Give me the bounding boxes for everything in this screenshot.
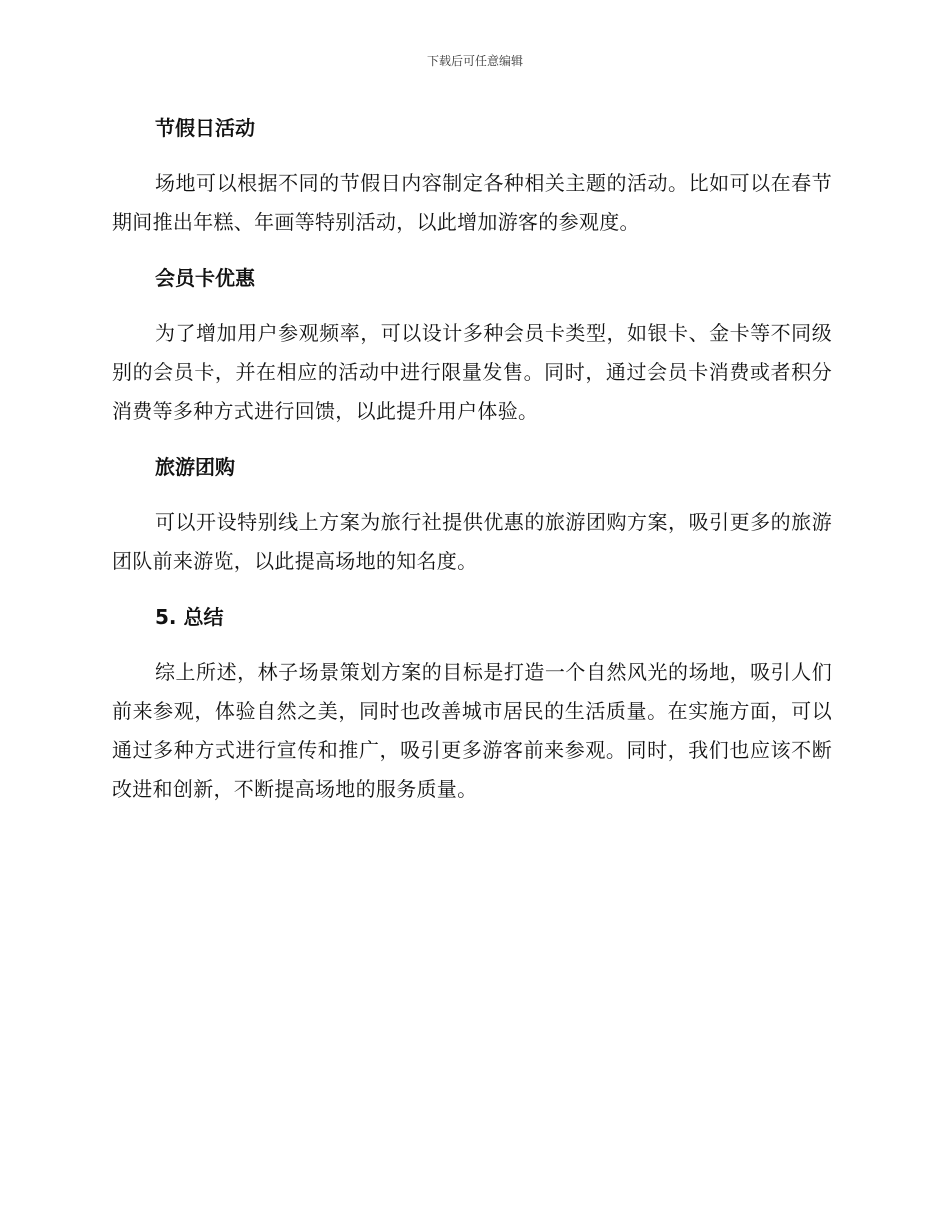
document-content: [112, 110, 832, 827]
section-membership-card: [112, 260, 832, 431]
section-heading: 5. 总结: [155, 605, 224, 629]
section-holiday-activities: [112, 110, 832, 242]
section-heading: 会员卡优惠: [155, 266, 255, 290]
section-group-tour: [112, 449, 832, 581]
section-heading: 旅游团购: [155, 455, 235, 479]
section-paragraph: 场地可以根据不同的节假日内容制定各种相关主题的活动。比如可以在春节期间推出年糕、年画等特别活动，以此增加游客的参观度。: [112, 171, 832, 234]
section-summary: [112, 599, 832, 809]
section-paragraph: 综上所述，林子场景策划方案的目标是打造一个自然风光的场地，吸引人们前来参观，体验自然之美，同时也改善城市居民的生活质量。在实施方面，可以通过多种方式进行宣传和推广，吸引更多游客前来参观。同时，我们也应该不断改进和创新，不断提高场地的服务质量。: [112, 660, 832, 801]
section-paragraph: 可以开设特别线上方案为旅行社提供优惠的旅游团购方案，吸引更多的旅游团队前来游览，以此提高场地的知名度。: [112, 510, 832, 573]
section-heading: 节假日活动: [155, 116, 255, 140]
header-note: 下载后可任意编辑: [426, 54, 523, 68]
section-paragraph: 为了增加用户参观频率，可以设计多种会员卡类型，如银卡、金卡等不同级别的会员卡，并在相应的活动中进行限量发售。同时，通过会员卡消费或者积分消费等多种方式进行回馈，以此提升用户体验。: [112, 321, 832, 423]
